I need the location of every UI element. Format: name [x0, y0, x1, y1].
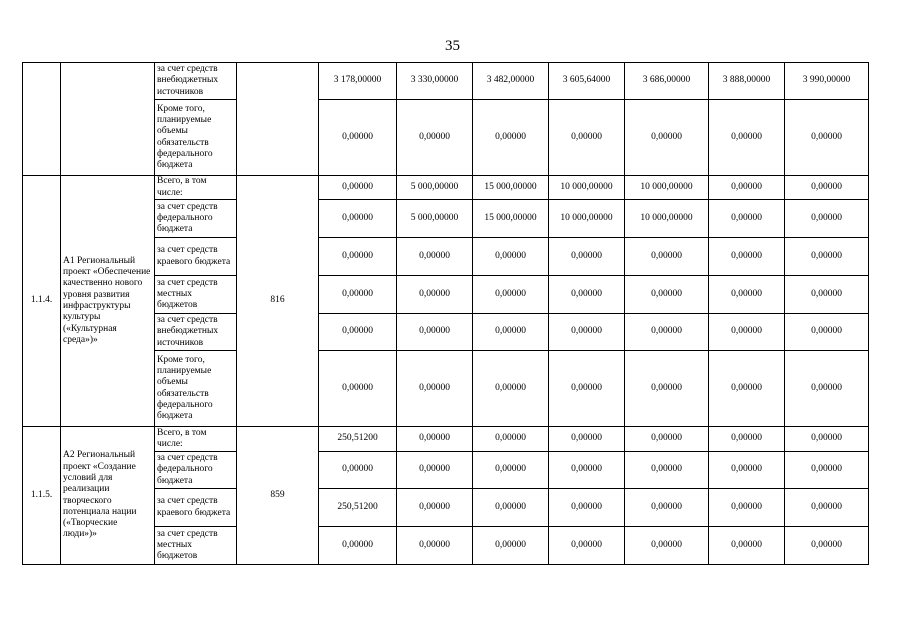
funding-source-label: за счет средств федерального бюджета — [155, 200, 237, 238]
value-cell: 0,00000 — [397, 276, 473, 314]
value-cell: 250,51200 — [319, 427, 397, 452]
table-row — [23, 427, 869, 452]
value-cell: 0,00000 — [785, 427, 869, 452]
value-cell: 0,00000 — [549, 427, 625, 452]
funding-source-label: Кроме того, планируемые объемы обязательств федерального бюджета — [155, 100, 237, 176]
value-cell: 0,00000 — [473, 452, 549, 489]
value-cell: 0,00000 — [625, 351, 709, 427]
project-name: А2 Региональный проект «Создание условий для реализации творческого потенциала нации («Творческие люди»)» — [61, 427, 155, 565]
value-cell: 0,00000 — [625, 427, 709, 452]
value-cell: 0,00000 — [785, 276, 869, 314]
funding-source-label: Всего, в том числе: — [155, 427, 237, 452]
project-name: А1 Региональный проект «Обеспечение качественно нового уровня развития инфраструктуры культуры («Культурная среда»)» — [61, 176, 155, 427]
value-cell: 0,00000 — [785, 238, 869, 276]
table-row — [23, 63, 869, 100]
value-cell: 0,00000 — [709, 100, 785, 176]
value-cell: 5 000,00000 — [397, 176, 473, 200]
value-cell: 0,00000 — [709, 238, 785, 276]
value-cell: 0,00000 — [785, 314, 869, 351]
value-cell: 0,00000 — [785, 176, 869, 200]
code-cell — [237, 63, 319, 176]
value-cell: 0,00000 — [319, 100, 397, 176]
value-cell: 0,00000 — [625, 452, 709, 489]
value-cell: 0,00000 — [319, 527, 397, 565]
budget-table — [22, 62, 869, 565]
value-cell: 0,00000 — [549, 314, 625, 351]
value-cell: 0,00000 — [785, 452, 869, 489]
funding-source-label: за счет средств федерального бюджета — [155, 452, 237, 489]
table-row — [23, 176, 869, 200]
value-cell: 0,00000 — [625, 527, 709, 565]
value-cell: 0,00000 — [785, 489, 869, 527]
value-cell: 0,00000 — [549, 276, 625, 314]
value-cell: 0,00000 — [709, 452, 785, 489]
value-cell: 0,00000 — [625, 276, 709, 314]
value-cell: 0,00000 — [319, 238, 397, 276]
page-number: 35 — [445, 38, 460, 54]
value-cell: 3 990,00000 — [785, 63, 869, 100]
value-cell: 0,00000 — [319, 452, 397, 489]
value-cell: 0,00000 — [319, 176, 397, 200]
value-cell: 0,00000 — [549, 452, 625, 489]
value-cell: 0,00000 — [709, 200, 785, 238]
budget-code: 816 — [237, 176, 319, 427]
row-index: 1.1.4. — [23, 176, 61, 427]
value-cell: 0,00000 — [709, 527, 785, 565]
value-cell: 0,00000 — [397, 452, 473, 489]
value-cell: 3 482,00000 — [473, 63, 549, 100]
value-cell: 0,00000 — [549, 527, 625, 565]
value-cell: 15 000,00000 — [473, 200, 549, 238]
funding-source-label: за счет средств местных бюджетов — [155, 276, 237, 314]
value-cell: 0,00000 — [625, 238, 709, 276]
value-cell: 3 605,64000 — [549, 63, 625, 100]
budget-code: 859 — [237, 427, 319, 565]
value-cell: 5 000,00000 — [397, 200, 473, 238]
value-cell: 3 686,00000 — [625, 63, 709, 100]
value-cell: 0,00000 — [397, 100, 473, 176]
value-cell: 0,00000 — [785, 100, 869, 176]
value-cell: 3 178,00000 — [319, 63, 397, 100]
index-cell — [23, 63, 61, 176]
value-cell: 0,00000 — [397, 489, 473, 527]
value-cell: 0,00000 — [549, 489, 625, 527]
value-cell: 0,00000 — [319, 200, 397, 238]
value-cell: 0,00000 — [785, 351, 869, 427]
value-cell: 0,00000 — [397, 427, 473, 452]
value-cell: 0,00000 — [473, 351, 549, 427]
value-cell: 0,00000 — [397, 238, 473, 276]
value-cell: 0,00000 — [549, 238, 625, 276]
value-cell: 10 000,00000 — [549, 200, 625, 238]
value-cell: 0,00000 — [473, 427, 549, 452]
value-cell: 0,00000 — [709, 314, 785, 351]
value-cell: 0,00000 — [785, 200, 869, 238]
value-cell: 0,00000 — [319, 314, 397, 351]
value-cell: 0,00000 — [473, 276, 549, 314]
value-cell: 3 330,00000 — [397, 63, 473, 100]
project-name-cell — [61, 63, 155, 176]
value-cell: 0,00000 — [397, 314, 473, 351]
value-cell: 10 000,00000 — [625, 200, 709, 238]
value-cell: 10 000,00000 — [625, 176, 709, 200]
value-cell: 0,00000 — [549, 100, 625, 176]
value-cell: 0,00000 — [709, 489, 785, 527]
value-cell: 0,00000 — [397, 351, 473, 427]
funding-source-label: за счет средств внебюджетных источников — [155, 314, 237, 351]
value-cell: 0,00000 — [625, 100, 709, 176]
value-cell: 0,00000 — [709, 176, 785, 200]
value-cell: 0,00000 — [549, 351, 625, 427]
value-cell: 15 000,00000 — [473, 176, 549, 200]
value-cell: 0,00000 — [625, 489, 709, 527]
value-cell: 0,00000 — [473, 314, 549, 351]
funding-source-label: за счет средств местных бюджетов — [155, 527, 237, 565]
funding-source-label: за счет средств краевого бюджета — [155, 238, 237, 276]
funding-source-label: Всего, в том числе: — [155, 176, 237, 200]
value-cell: 0,00000 — [785, 527, 869, 565]
funding-source-label: за счет средств внебюджетных источников — [155, 63, 237, 100]
value-cell: 0,00000 — [319, 351, 397, 427]
value-cell: 250,51200 — [319, 489, 397, 527]
value-cell: 0,00000 — [709, 276, 785, 314]
value-cell: 10 000,00000 — [549, 176, 625, 200]
row-index: 1.1.5. — [23, 427, 61, 565]
value-cell: 0,00000 — [709, 427, 785, 452]
value-cell: 0,00000 — [709, 351, 785, 427]
value-cell: 0,00000 — [625, 314, 709, 351]
funding-source-label: Кроме того, планируемые объемы обязательств федерального бюджета — [155, 351, 237, 427]
value-cell: 0,00000 — [473, 489, 549, 527]
value-cell: 0,00000 — [473, 527, 549, 565]
value-cell: 0,00000 — [473, 238, 549, 276]
value-cell: 0,00000 — [473, 100, 549, 176]
value-cell: 3 888,00000 — [709, 63, 785, 100]
value-cell: 0,00000 — [397, 527, 473, 565]
funding-source-label: за счет средств краевого бюджета — [155, 489, 237, 527]
value-cell: 0,00000 — [319, 276, 397, 314]
